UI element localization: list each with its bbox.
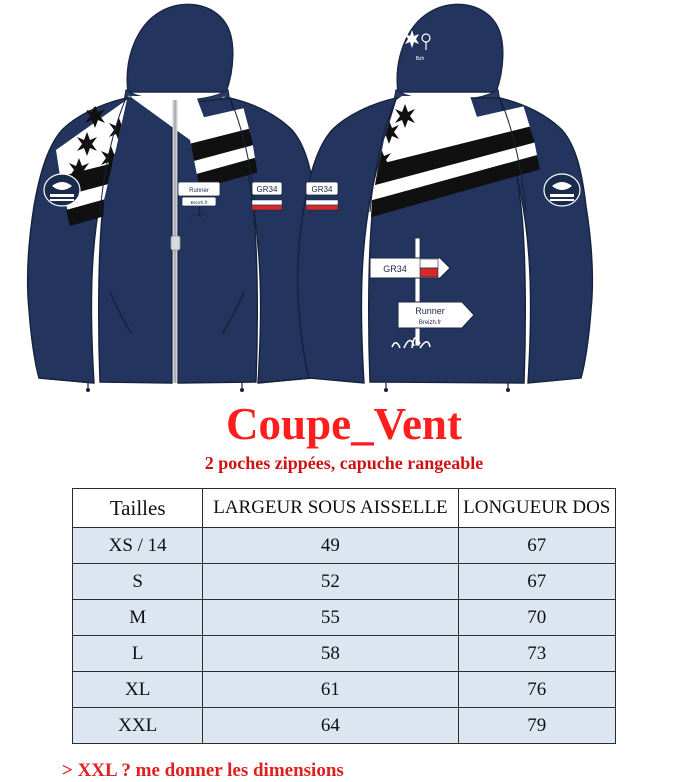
header-longueur: LONGUEUR DOS [458,489,615,528]
back-arm-badge [544,174,580,206]
header-tailles: Tailles [73,489,203,528]
cell-largeur: 61 [203,672,458,708]
cell-size: XXL [73,708,203,744]
cell-largeur: 52 [203,564,458,600]
page-title: Coupe_Vent [226,399,462,449]
cell-largeur: 58 [203,636,458,672]
cell-size: XS / 14 [73,528,203,564]
front-arm-badge [44,174,80,206]
cell-largeur: 64 [203,708,458,744]
cell-longueur: 70 [458,600,615,636]
table-header-row [73,489,616,528]
size-table-head [73,489,616,528]
cell-longueur: 67 [458,564,615,600]
size-table [72,488,616,744]
cell-size: M [73,600,203,636]
table-row [73,708,616,744]
cell-size: S [73,564,203,600]
svg-text:Breizh.fr: Breizh.fr [418,320,442,326]
cell-largeur: 49 [203,528,458,564]
cell-longueur: 76 [458,672,615,708]
footer-note: > XXL ? me donner les dimensions [62,760,344,781]
table-row [73,600,616,636]
table-row [73,528,616,564]
svg-text:Runner: Runner [189,188,209,194]
table-row [73,672,616,708]
title-block [0,399,688,474]
table-row [73,636,616,672]
jacket-back-view [298,4,593,392]
size-table-wrapper [72,488,616,744]
size-table-body [73,528,616,744]
table-row [73,564,616,600]
cell-longueur: 73 [458,636,615,672]
cell-longueur: 67 [458,528,615,564]
cell-size: L [73,636,203,672]
svg-text:GR34: GR34 [383,264,407,274]
product-subtitle: 2 poches zippées, capuche rangeable [204,453,484,473]
cell-size: XL [73,672,203,708]
jacket-front-view [28,4,323,392]
header-largeur: LARGEUR SOUS AISSELLE [203,489,458,528]
svg-text:Runner: Runner [415,306,445,316]
svg-text:GR34: GR34 [311,185,333,194]
svg-text:Breizh.fr: Breizh.fr [190,200,208,205]
cell-longueur: 79 [458,708,615,744]
svg-text:GR34: GR34 [256,185,278,194]
cell-largeur: 55 [203,600,458,636]
svg-text:Bzh: Bzh [415,56,425,62]
